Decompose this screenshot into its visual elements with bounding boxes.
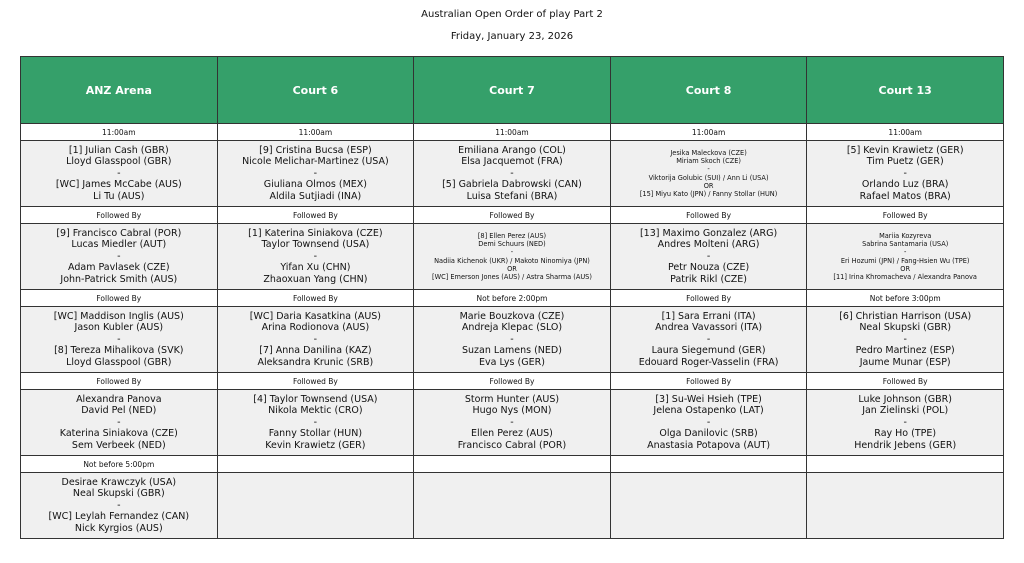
vs-separator: - — [510, 248, 514, 257]
player-line: Nadiia Kichenok (UKR) / Makoto Ninomiya (JPN) — [434, 256, 590, 265]
match-cell-court-13 — [807, 390, 1004, 456]
court-header-court-8: Court 8 — [610, 57, 807, 124]
player-line: Zhaoxuan Yang (CHN) — [263, 273, 368, 285]
time-row — [21, 124, 1004, 141]
time-cell-anz-arena: Followed By — [21, 207, 218, 224]
vs-separator: - — [117, 499, 121, 511]
player-line: Tim Puetz (GER) — [866, 156, 944, 168]
player-line: Edouard Roger-Vasselin (FRA) — [638, 356, 779, 368]
player-line: Sabrina Santamaria (USA) — [862, 240, 949, 249]
player-line: [15] Miyu Kato (JPN) / Fanny Stollar (HUN) — [639, 189, 778, 198]
player-line: Adam Pavlasek (CZE) — [68, 262, 170, 274]
vs-separator: - — [510, 167, 514, 179]
time-cell-court-13: Followed By — [807, 373, 1004, 390]
match-cell-court-7 — [414, 224, 611, 290]
player-line: Mariia Kozyreva — [879, 231, 932, 240]
court-header-row — [21, 57, 1004, 124]
match-cell-court-13 — [807, 307, 1004, 373]
player-line: Andres Molteni (ARG) — [657, 239, 760, 251]
player-line: Elsa Jacquemot (FRA) — [461, 156, 563, 168]
player-line: Li Tu (AUS) — [93, 190, 145, 202]
player-line: Jan Zielinski (POL) — [862, 405, 949, 417]
vs-separator: - — [117, 333, 121, 345]
vs-separator: - — [313, 416, 318, 428]
vs-separator: - — [903, 167, 907, 179]
player-line: Orlando Luz (BRA) — [861, 179, 949, 191]
vs-separator: - — [706, 333, 711, 345]
empty-match-cell — [807, 473, 1004, 539]
or-separator: OR — [507, 264, 517, 273]
player-line: Viktorija Golubic (SUI) / Ann Li (USA) — [648, 173, 769, 182]
player-line: Miriam Skoch (CZE) — [676, 157, 741, 166]
player-line: Giuliana Olmos (MEX) — [263, 179, 368, 191]
player-line: Petr Nouza (CZE) — [667, 262, 750, 274]
player-line: Katerina Siniakova (CZE) — [59, 428, 178, 440]
player-line: Pedro Martinez (ESP) — [855, 345, 955, 357]
vs-separator: - — [117, 250, 121, 262]
vs-separator: - — [510, 416, 514, 428]
match-cell-court-6 — [217, 390, 414, 456]
player-line: Laura Siegemund (GER) — [651, 345, 766, 357]
player-line: [WC] James McCabe (AUS) — [55, 179, 182, 191]
match-cell-anz-arena — [21, 307, 218, 373]
player-line: [7] Anna Danilina (KAZ) — [259, 345, 372, 357]
court-header-court-6: Court 6 — [217, 57, 414, 124]
vs-separator: - — [510, 333, 514, 345]
player-line: Taylor Townsend (USA) — [261, 239, 370, 251]
page-title: Australian Open Order of play Part 2 — [421, 9, 603, 20]
player-line: Jason Kubler (AUS) — [74, 322, 164, 334]
player-line: [9] Francisco Cabral (POR) — [56, 227, 182, 239]
player-line: Nicole Melichar-Martinez (USA) — [242, 156, 389, 168]
player-line: Marie Bouzkova (CZE) — [459, 310, 565, 322]
match-row — [21, 141, 1004, 207]
time-cell-court-13: 11:00am — [807, 124, 1004, 141]
player-line: Luisa Stefani (BRA) — [466, 190, 558, 202]
match-cell-court-6 — [217, 141, 414, 207]
player-line: [8] Tereza Mihalikova (SVK) — [54, 345, 184, 357]
empty-match-cell — [217, 473, 414, 539]
match-cell-court-8 — [610, 141, 807, 207]
player-line: [WC] Daria Kasatkina (AUS) — [249, 310, 382, 322]
player-line: Sem Verbeek (NED) — [71, 439, 166, 451]
match-cell-court-8 — [610, 307, 807, 373]
match-row — [21, 224, 1004, 290]
player-line: [WC] Maddison Inglis (AUS) — [53, 310, 184, 322]
player-line: [WC] Leylah Fernandez (CAN) — [48, 511, 190, 523]
schedule-body — [21, 124, 1004, 539]
player-line: Kevin Krawietz (GER) — [265, 439, 366, 451]
empty-match-cell — [610, 473, 807, 539]
player-line: David Pel (NED) — [81, 405, 157, 417]
match-cell-anz-arena — [21, 390, 218, 456]
vs-separator: - — [706, 250, 711, 262]
player-line: Jesika Maleckova (CZE) — [670, 148, 747, 157]
player-line: Desirae Krawczyk (USA) — [61, 476, 177, 488]
match-cell-court-13 — [807, 141, 1004, 207]
player-line: [6] Christian Harrison (USA) — [839, 310, 972, 322]
time-cell-court-6: Followed By — [217, 373, 414, 390]
player-line: Fanny Stollar (HUN) — [268, 428, 363, 440]
player-line: Neal Skupski (GBR) — [859, 322, 952, 334]
match-cell-anz-arena — [21, 473, 218, 539]
time-cell-court-7: 11:00am — [414, 124, 611, 141]
time-cell-court-8 — [610, 456, 807, 473]
vs-separator: - — [313, 250, 318, 262]
player-line: Lucas Miedler (AUT) — [71, 239, 167, 251]
vs-separator: - — [313, 333, 318, 345]
player-line: Suzan Lamens (NED) — [462, 345, 562, 357]
player-line: [5] Kevin Krawietz (GER) — [846, 144, 964, 156]
player-line: Nikola Mektic (CRO) — [268, 405, 363, 417]
time-cell-court-8: Followed By — [610, 207, 807, 224]
time-cell-court-6: Followed By — [217, 207, 414, 224]
match-row — [21, 307, 1004, 373]
time-row — [21, 290, 1004, 307]
time-cell-court-8: 11:00am — [610, 124, 807, 141]
player-line: Hendrik Jebens (GER) — [854, 439, 957, 451]
time-cell-anz-arena: Not before 5:00pm — [21, 456, 218, 473]
time-cell-anz-arena: 11:00am — [21, 124, 218, 141]
player-line: Ellen Perez (AUS) — [471, 428, 553, 440]
player-line: Eri Hozumi (JPN) / Fang-Hsien Wu (TPE) — [840, 256, 970, 265]
match-cell-court-7 — [414, 307, 611, 373]
player-line: [1] Julian Cash (GBR) — [68, 144, 169, 156]
vs-separator: - — [903, 333, 907, 345]
time-cell-court-7: Followed By — [414, 373, 611, 390]
match-cell-court-6 — [217, 307, 414, 373]
time-cell-court-13: Followed By — [807, 207, 1004, 224]
match-cell-court-7 — [414, 390, 611, 456]
player-line: Arina Rodionova (AUS) — [261, 322, 370, 334]
player-line: Andreja Klepac (SLO) — [461, 322, 563, 334]
match-cell-court-7 — [414, 141, 611, 207]
player-line: Andrea Vavassori (ITA) — [655, 322, 763, 334]
player-line: [4] Taylor Townsend (USA) — [253, 393, 378, 405]
time-cell-court-7: Followed By — [414, 207, 611, 224]
player-line: Lloyd Glasspool (GBR) — [66, 356, 172, 368]
player-line: Eva Lys (GER) — [479, 356, 545, 368]
or-separator: OR — [703, 181, 714, 190]
player-line: Lloyd Glasspool (GBR) — [66, 156, 172, 168]
time-cell-court-13: Not before 3:00pm — [807, 290, 1004, 307]
player-line: [8] Ellen Perez (AUS) — [477, 231, 547, 240]
player-line: Hugo Nys (MON) — [472, 405, 552, 417]
player-line: Francisco Cabral (POR) — [457, 439, 567, 451]
player-line: Ray Ho (TPE) — [874, 428, 937, 440]
time-row — [21, 207, 1004, 224]
player-line: [3] Su-Wei Hsieh (TPE) — [655, 393, 762, 405]
match-cell-court-13 — [807, 224, 1004, 290]
player-line: Storm Hunter (AUS) — [464, 393, 560, 405]
time-cell-court-8: Followed By — [610, 373, 807, 390]
time-cell-court-7: Not before 2:00pm — [414, 290, 611, 307]
player-line: [9] Cristina Bucsa (ESP) — [259, 144, 372, 156]
time-cell-court-8: Followed By — [610, 290, 807, 307]
player-line: Patrik Rikl (CZE) — [670, 273, 748, 285]
court-header-court-13: Court 13 — [807, 57, 1004, 124]
vs-separator: - — [706, 416, 711, 428]
match-cell-anz-arena — [21, 224, 218, 290]
page-date: Friday, January 23, 2026 — [450, 31, 574, 42]
vs-separator: - — [707, 165, 710, 174]
vs-separator: - — [903, 248, 907, 257]
time-row — [21, 456, 1004, 473]
player-line: Jelena Ostapenko (LAT) — [653, 405, 764, 417]
time-cell-court-6 — [217, 456, 414, 473]
time-cell-anz-arena: Followed By — [21, 290, 218, 307]
player-line: Olga Danilovic (SRB) — [659, 428, 758, 440]
player-line: [13] Maximo Gonzalez (ARG) — [639, 227, 778, 239]
vs-separator: - — [313, 167, 318, 179]
player-line: [11] Irina Khromacheva / Alexandra Panova — [833, 272, 977, 281]
match-row — [21, 390, 1004, 456]
time-cell-court-6: 11:00am — [217, 124, 414, 141]
court-header-court-7: Court 7 — [414, 57, 611, 124]
match-cell-court-6 — [217, 224, 414, 290]
order-of-play-table — [20, 56, 1004, 539]
player-line: Aldila Sutjiadi (INA) — [269, 190, 362, 202]
player-line: Yifan Xu (CHN) — [280, 262, 351, 274]
player-line: [WC] Emerson Jones (AUS) / Astra Sharma (AUS) — [432, 272, 592, 281]
court-header-anz-arena: ANZ Arena — [21, 57, 218, 124]
match-row — [21, 473, 1004, 539]
player-line: Emiliana Arango (COL) — [458, 144, 566, 156]
time-cell-court-6: Followed By — [217, 290, 414, 307]
player-line: John-Patrick Smith (AUS) — [60, 273, 178, 285]
player-line: Aleksandra Krunic (SRB) — [257, 356, 374, 368]
or-separator: OR — [900, 264, 911, 273]
vs-separator: - — [117, 416, 121, 428]
player-line: Nick Kyrgios (AUS) — [74, 522, 163, 534]
player-line: Rafael Matos (BRA) — [859, 190, 951, 202]
time-cell-anz-arena: Followed By — [21, 373, 218, 390]
empty-match-cell — [414, 473, 611, 539]
player-line: Anastasia Potapova (AUT) — [647, 439, 771, 451]
player-line: [1] Katerina Siniakova (CZE) — [248, 227, 383, 239]
vs-separator: - — [117, 167, 121, 179]
match-cell-anz-arena — [21, 141, 218, 207]
time-cell-court-13 — [807, 456, 1004, 473]
match-cell-court-8 — [610, 224, 807, 290]
player-line: Luke Johnson (GBR) — [858, 393, 952, 405]
vs-separator: - — [903, 416, 907, 428]
player-line: Alexandra Panova — [76, 393, 162, 405]
match-cell-court-8 — [610, 390, 807, 456]
player-line: Demi Schuurs (NED) — [478, 240, 546, 249]
player-line: Jaume Munar (ESP) — [859, 356, 951, 368]
player-line: [5] Gabriela Dabrowski (CAN) — [442, 179, 582, 191]
time-cell-court-7 — [414, 456, 611, 473]
player-line: [1] Sara Errani (ITA) — [661, 310, 756, 322]
time-row — [21, 373, 1004, 390]
player-line: Neal Skupski (GBR) — [72, 488, 165, 500]
